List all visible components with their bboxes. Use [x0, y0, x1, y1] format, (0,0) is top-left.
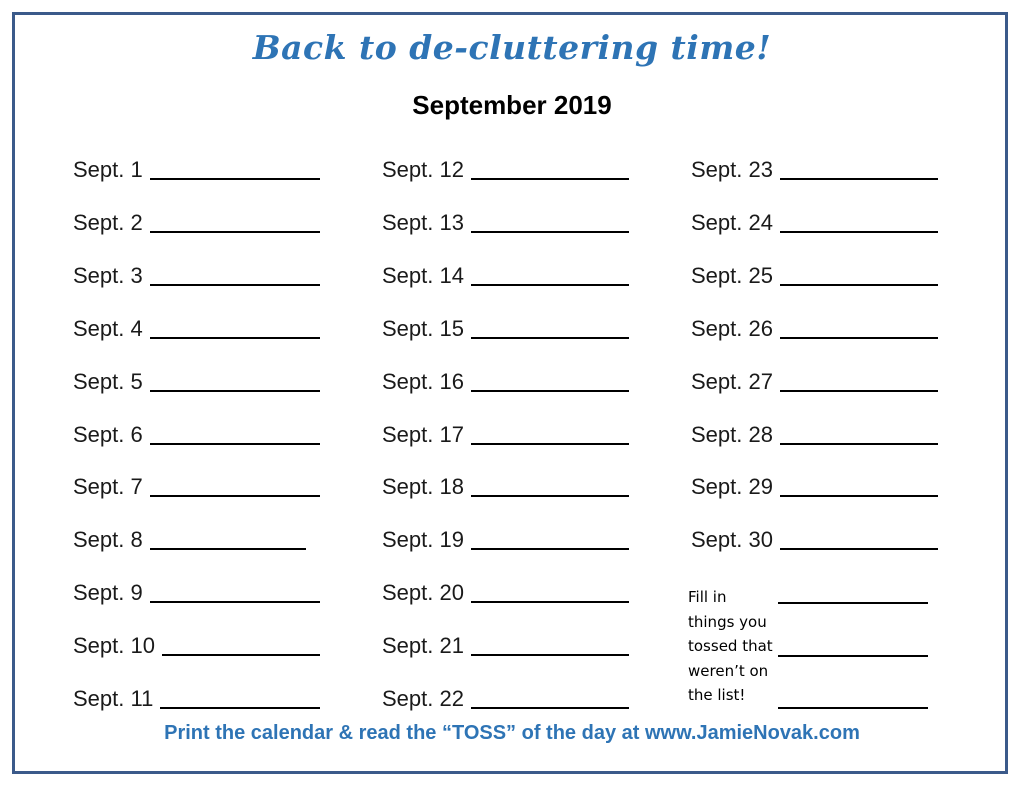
date-entry [691, 312, 938, 342]
extra-entry-line[interactable] [778, 707, 928, 709]
headline: Back to de-cluttering time! [252, 28, 772, 67]
date-entry-line[interactable] [471, 421, 629, 445]
date-entry-line[interactable] [471, 315, 629, 339]
date-entry [691, 365, 938, 395]
date-entry-line[interactable] [471, 526, 629, 550]
date-label: Sept. 9 [73, 580, 143, 606]
date-entry [691, 259, 938, 289]
date-label: Sept. 22 [382, 686, 464, 711]
note-line-text: things you [688, 612, 767, 631]
date-entry-line[interactable] [780, 156, 938, 180]
date-label: Sept. 24 [691, 209, 773, 235]
date-label: Sept. 17 [382, 421, 464, 447]
date-entry-line[interactable] [150, 579, 320, 603]
date-entry-line[interactable] [780, 526, 938, 550]
fill-in-note [688, 585, 788, 708]
date-entry-line[interactable] [780, 368, 938, 392]
date-entry [73, 206, 320, 236]
date-entry-line[interactable] [471, 579, 629, 603]
date-label: Sept. 5 [73, 368, 143, 394]
date-entry-line[interactable] [780, 473, 938, 497]
date-entry-line[interactable] [150, 421, 320, 445]
date-entry-line[interactable] [780, 209, 938, 233]
date-label: Sept. 3 [73, 262, 143, 288]
date-label: Sept. 25 [691, 262, 773, 288]
date-entry-line[interactable] [471, 156, 629, 180]
note-line-text: the list! [688, 686, 746, 704]
date-entry [73, 365, 320, 395]
date-entry-line[interactable] [471, 262, 629, 286]
date-label: Sept. 12 [382, 157, 464, 182]
date-entry [691, 418, 938, 448]
date-label: Sept. 29 [691, 474, 773, 500]
date-entry-line[interactable] [150, 526, 306, 550]
date-label: Sept. 7 [73, 474, 143, 500]
date-entry-line[interactable] [471, 473, 629, 497]
note-line-text: Fill in [688, 588, 727, 606]
date-label: Sept. 11 [73, 686, 154, 711]
date-label: Sept. 19 [382, 527, 464, 553]
date-entry [73, 259, 320, 289]
date-entry [382, 682, 629, 712]
date-entry [73, 629, 320, 659]
date-label: Sept. 18 [382, 474, 464, 500]
date-entry [382, 153, 629, 183]
date-entry [382, 206, 629, 236]
date-entry-line[interactable] [150, 209, 320, 233]
date-entry [73, 312, 320, 342]
date-entry [382, 523, 629, 553]
date-entry [382, 576, 629, 606]
date-label: Sept. 20 [382, 580, 464, 606]
date-entry [382, 629, 629, 659]
date-entry-line[interactable] [471, 209, 629, 233]
date-entry [73, 153, 320, 183]
extra-entry-line[interactable] [778, 602, 928, 604]
date-entry-line[interactable] [150, 315, 320, 339]
date-entry [73, 682, 320, 712]
date-entry-line[interactable] [471, 632, 629, 656]
date-entry-line[interactable] [160, 685, 320, 709]
date-label: Sept. 26 [691, 315, 773, 341]
footer-text: Print the calendar & read the “TOSS” of the day at www.JamieNovak.com [164, 722, 860, 744]
extra-entry-line[interactable] [778, 655, 928, 657]
date-label: Sept. 6 [73, 421, 143, 447]
date-label: Sept. 10 [73, 633, 155, 659]
date-label: Sept. 23 [691, 157, 773, 182]
date-entry [73, 470, 320, 500]
date-entry [691, 470, 938, 500]
date-entry [691, 206, 938, 236]
date-label: Sept. 4 [73, 315, 143, 341]
date-label: Sept. 16 [382, 368, 464, 394]
date-entry [73, 576, 320, 606]
date-label: Sept. 15 [382, 315, 464, 341]
date-label: Sept. 14 [382, 262, 464, 288]
date-entry-line[interactable] [780, 421, 938, 445]
date-entry [382, 312, 629, 342]
date-label: Sept. 28 [691, 421, 773, 447]
date-label: Sept. 8 [73, 527, 143, 553]
date-entry [691, 153, 938, 183]
date-entry-line[interactable] [150, 262, 320, 286]
note-line-text: weren’t on [688, 661, 769, 680]
date-entry [73, 418, 320, 448]
date-entry [73, 523, 306, 553]
note-line-text: tossed that [688, 637, 773, 655]
date-label: Sept. 13 [382, 209, 464, 235]
date-entry-line[interactable] [471, 368, 629, 392]
date-entry-line[interactable] [471, 685, 629, 709]
date-entry [382, 418, 629, 448]
date-entry-line[interactable] [150, 156, 320, 180]
date-entry [691, 523, 938, 553]
date-entry [382, 365, 629, 395]
date-label: Sept. 27 [691, 368, 773, 394]
date-entry [382, 259, 629, 289]
date-entry-line[interactable] [780, 262, 938, 286]
date-entry-line[interactable] [162, 632, 320, 656]
date-entry-line[interactable] [150, 368, 320, 392]
date-label: Sept. 2 [73, 209, 143, 235]
date-label: Sept. 1 [73, 157, 143, 182]
date-label: Sept. 30 [691, 527, 773, 553]
date-entry [382, 470, 629, 500]
month-title: September 2019 [412, 90, 612, 120]
date-label: Sept. 21 [382, 633, 464, 659]
date-entry-line[interactable] [150, 473, 320, 497]
date-entry-line[interactable] [780, 315, 938, 339]
